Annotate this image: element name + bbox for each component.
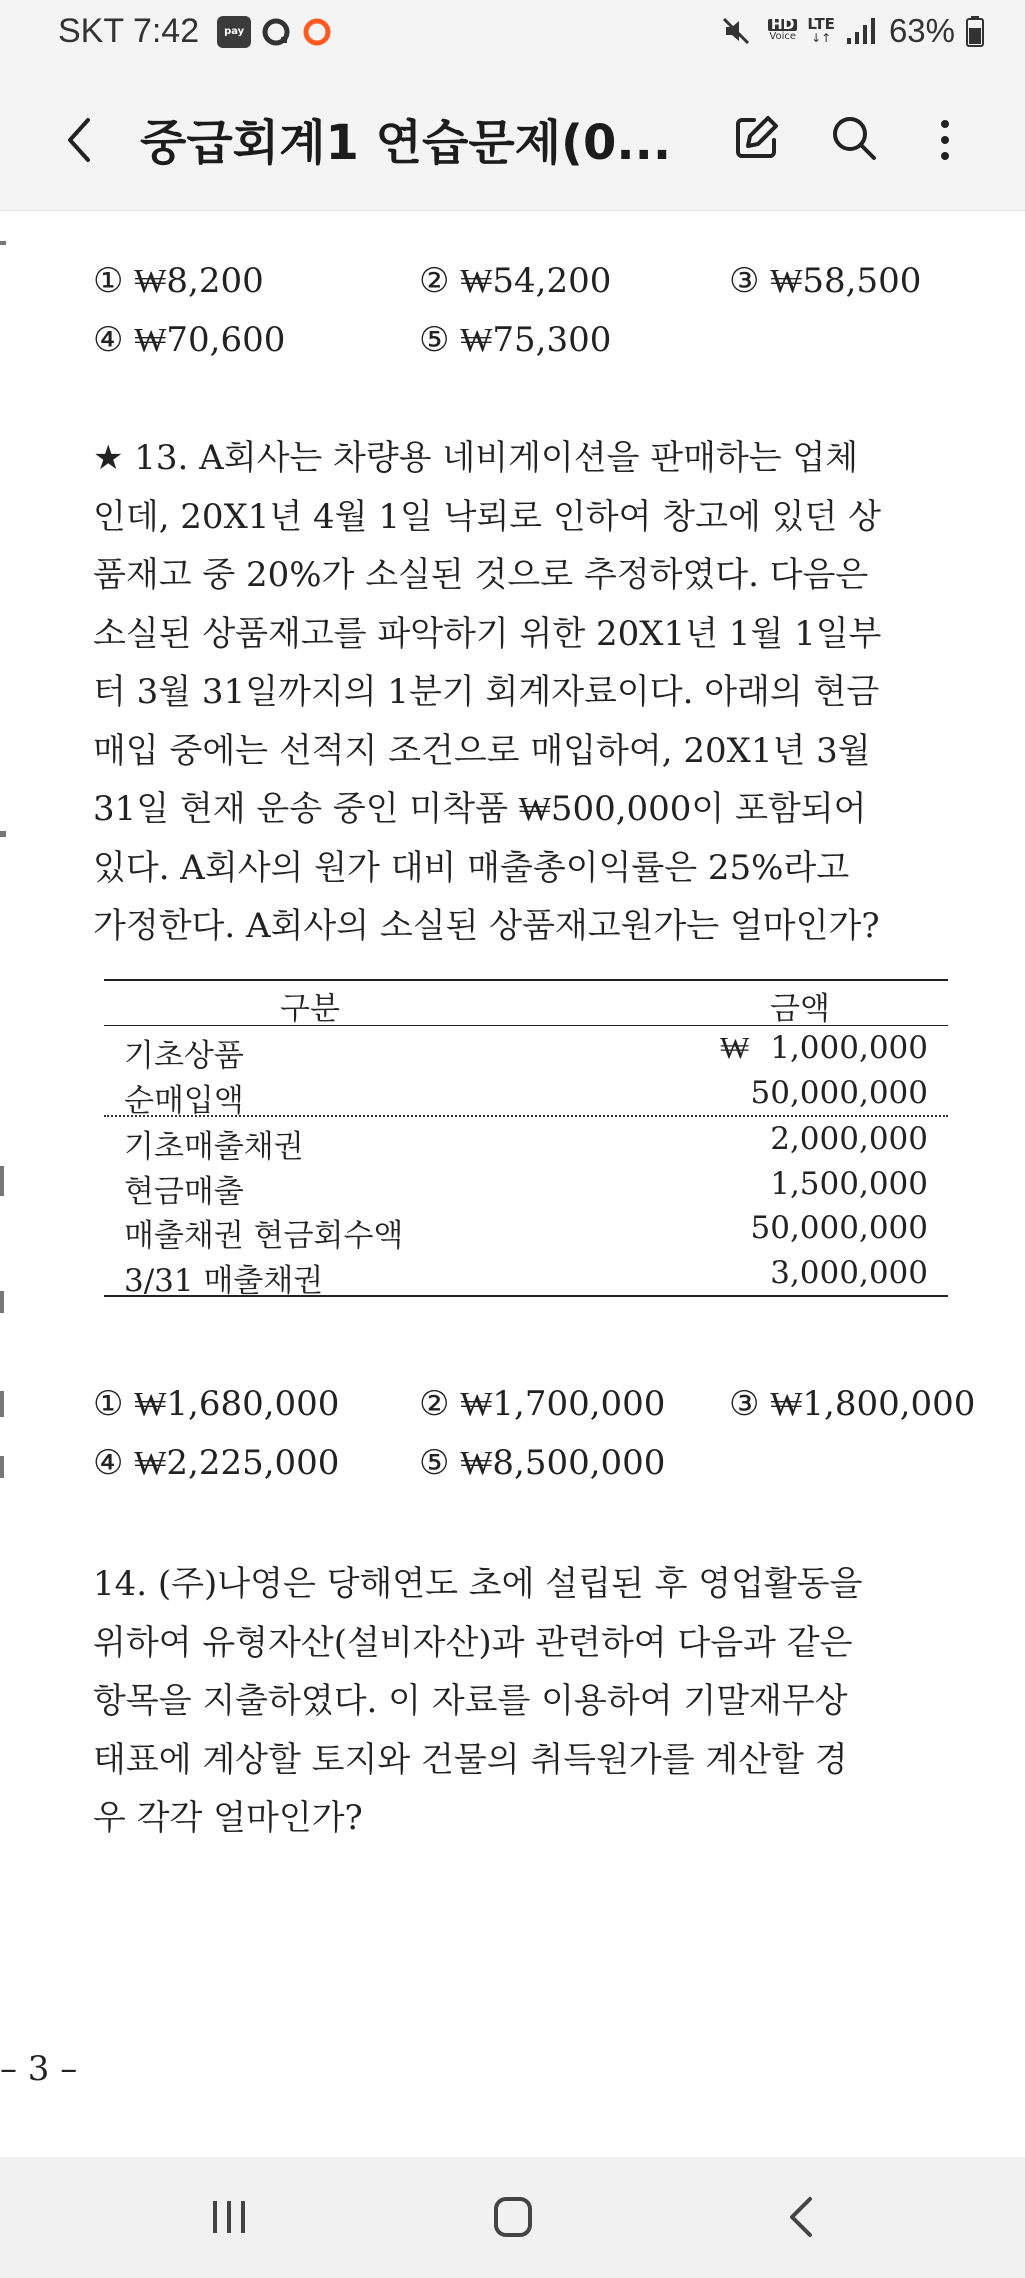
more-vert-icon (920, 110, 970, 170)
row-amount: 3,000,000 (770, 1254, 928, 1291)
header-amount: 금액 (770, 991, 830, 1027)
row-label: 매출채권 현금회수액 (124, 1218, 404, 1254)
q14-line: 우 각각 얼마인가? (93, 1798, 363, 1838)
table-row (104, 1026, 948, 1074)
document-viewer[interactable] (0, 211, 1025, 2157)
row-amount: 2,000,000 (770, 1121, 928, 1157)
table-row (104, 1162, 948, 1210)
mute-icon (720, 15, 752, 47)
edge-mark (0, 1456, 4, 1478)
edge-mark (0, 1391, 4, 1417)
table-row (104, 1206, 948, 1254)
battery-percent: 63% (888, 12, 955, 49)
q13-line: 가정한다. A회사의 소실된 상품재고원가는 얼마인가? (93, 906, 880, 946)
row-label: 현금매출 (124, 1173, 244, 1210)
q13-line: 소실된 상품재고를 파악하기 위한 20X1년 1월 1일부 (93, 613, 882, 654)
table-row (104, 1117, 948, 1165)
lte-label: LTE (807, 15, 835, 33)
header-category: 구분 (280, 991, 340, 1027)
row-amount: 50,000,000 (750, 1074, 928, 1111)
choice-4[interactable]: ④ ₩70,600 (93, 320, 286, 360)
q14-line: 태표에 계상할 토지와 건물의 취득원가를 계산할 경 (93, 1739, 848, 1780)
q14-line: 항목을 지출하였다. 이 자료를 이용하여 기말재무상 (93, 1681, 848, 1721)
back-arrow-icon (52, 110, 112, 170)
choice-1[interactable]: ① ₩8,200 (93, 261, 264, 301)
search-icon (826, 110, 882, 166)
status-left (58, 12, 333, 51)
home-icon (478, 2185, 548, 2249)
choice-4[interactable]: ④ ₩2,225,000 (93, 1443, 340, 1483)
notification-ring-icon (301, 16, 333, 48)
q14-line: 14. (주)나영은 당해연도 초에 설립된 후 영업활동을 (93, 1564, 863, 1604)
page-title: 중급회계1 연습문제(0... (140, 115, 672, 171)
signal-icon (845, 16, 879, 46)
choice-5[interactable]: ⑤ ₩75,300 (419, 320, 612, 360)
hd-voice-icon (768, 19, 797, 43)
q14-line: 위하여 유형자산(설비자산)과 관련하여 다음과 같은 (93, 1622, 853, 1663)
q13-line: ★ 13. A회사는 차량용 네비게이션을 판매하는 업체 (93, 438, 859, 478)
question-14-text (93, 1555, 963, 1848)
row-label: 순매입액 (124, 1082, 244, 1119)
back-nav-icon (766, 2185, 836, 2249)
choice-3[interactable]: ③ ₩58,500 (729, 261, 922, 301)
status-bar (0, 0, 1025, 70)
choice-1[interactable]: ① ₩1,680,000 (93, 1384, 340, 1424)
edge-mark (0, 1166, 4, 1196)
row-amount: 1,500,000 (770, 1165, 928, 1202)
back-button[interactable] (52, 110, 112, 170)
choice-3[interactable]: ③ ₩1,800,000 (729, 1384, 976, 1424)
prev-choices-row-1 (93, 261, 993, 311)
prev-choices-row-2 (93, 320, 993, 370)
choice-5[interactable]: ⑤ ₩8,500,000 (419, 1443, 666, 1483)
search-button[interactable] (826, 110, 882, 166)
question-13-text (93, 429, 963, 956)
assistant-icon (261, 17, 291, 47)
q13-choices-row-2 (93, 1443, 993, 1493)
home-button[interactable] (478, 2185, 548, 2249)
q13-line: 터 3월 31일까지의 1분기 회계자료이다. 아래의 현금 (93, 672, 880, 712)
app-bar (0, 70, 1025, 211)
currency-symbol: ₩ (720, 1030, 750, 1066)
recent-apps-icon (194, 2185, 264, 2249)
back-nav-button[interactable] (766, 2185, 836, 2249)
q13-line: 인데, 20X1년 4월 1일 낙뢰로 인하여 창고에 있던 상 (93, 496, 881, 537)
row-amount: 1,000,000 (770, 1030, 928, 1066)
pay-icon: pay (217, 16, 251, 48)
row-label: 기초매출채권 (124, 1129, 304, 1165)
q13-line: 매입 중에는 선적지 조건으로 매입하여, 20X1년 3월 (93, 730, 871, 771)
q13-line: 품재고 중 20%가 소실된 것으로 추정하였다. 다음은 (93, 555, 869, 595)
recent-apps-button[interactable] (194, 2185, 264, 2249)
q13-choices-row-1 (93, 1384, 993, 1434)
more-options-button[interactable] (920, 110, 970, 170)
system-nav-bar (0, 2157, 1025, 2278)
carrier-time: SKT 7:42 (58, 12, 200, 50)
choice-2[interactable]: ② ₩1,700,000 (419, 1384, 666, 1424)
q13-line: 있다. A회사의 원가 대비 매출총이익률은 25%라고 (93, 847, 850, 888)
accounting-data-table (104, 979, 948, 1297)
lte-arrows: ↓↑ (811, 31, 832, 45)
page-number: – 3 – (0, 2049, 78, 2089)
hd-label: HD (768, 19, 797, 31)
lte-icon (807, 17, 835, 45)
table-row (104, 1251, 948, 1299)
voice-label: Voice (769, 31, 797, 42)
battery-icon (965, 15, 985, 47)
table-header (104, 981, 948, 1026)
row-label: 기초상품 (124, 1038, 244, 1074)
edit-button[interactable] (728, 110, 784, 166)
row-amount: 50,000,000 (750, 1210, 928, 1246)
choice-2[interactable]: ② ₩54,200 (419, 261, 612, 301)
status-right (720, 12, 985, 50)
row-label: 3/31 매출채권 (124, 1262, 324, 1299)
edge-mark (0, 241, 6, 245)
edit-icon (728, 110, 784, 166)
edge-mark (0, 1291, 4, 1313)
edge-mark (0, 831, 6, 837)
table-row (104, 1071, 948, 1118)
q13-line: 31일 현재 운송 중인 미착품 ₩500,000이 포함되어 (93, 789, 867, 829)
